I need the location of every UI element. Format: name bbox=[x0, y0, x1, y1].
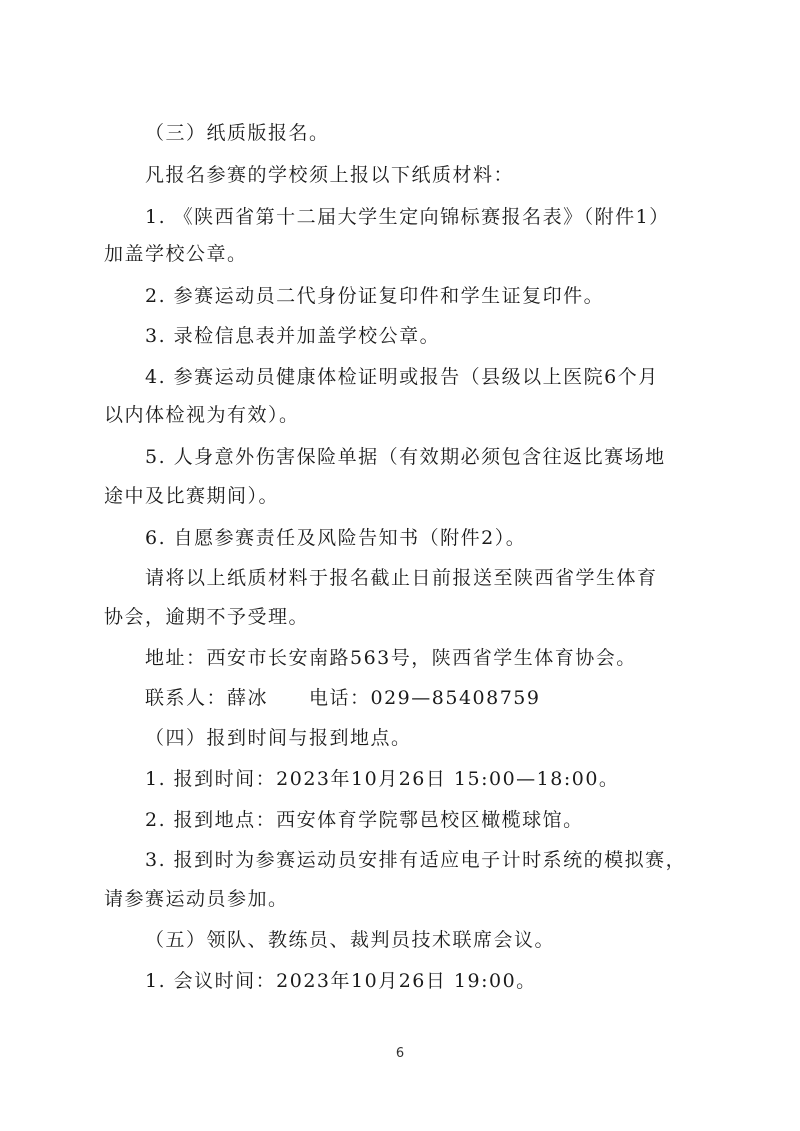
list-item-continuation: 途中及比赛期间）。 bbox=[104, 485, 280, 507]
paragraph-line: 凡报名参赛的学校须上报以下纸质材料： bbox=[145, 164, 515, 186]
list-item-line: 5. 人身意外伤害保险单据（有效期必须包含往返比赛场地 bbox=[145, 446, 666, 468]
paragraph-line: 请将以上纸质材料于报名截止日前报送至陕西省学生体育 bbox=[145, 567, 658, 589]
page-number: 6 bbox=[395, 1046, 405, 1061]
list-item-line: 6. 自愿参赛责任及风险告知书（附件2）。 bbox=[145, 527, 527, 549]
list-item-line: 2. 参赛运动员二代身份证复印件和学生证复印件。 bbox=[145, 285, 605, 307]
paragraph-continuation: 协会，逾期不予受理。 bbox=[104, 606, 310, 628]
list-item-continuation: 以内体检视为有效）。 bbox=[104, 404, 300, 426]
contact-line: 联系人：薛冰 电话：029—85408759 bbox=[145, 687, 541, 709]
section-heading-paper-registration: （三）纸质版报名。 bbox=[145, 122, 330, 144]
section-heading-meeting: （五）领队、教练员、裁判员技术联席会议。 bbox=[145, 929, 556, 951]
list-item-line: 3. 报到时为参赛运动员安排有适应电子计时系统的模拟赛， bbox=[145, 849, 687, 871]
address-line: 地址：西安市长安南路563号，陕西省学生体育协会。 bbox=[145, 647, 637, 669]
list-item-continuation: 加盖学校公章。 bbox=[104, 243, 248, 265]
list-item-continuation: 请参赛运动员参加。 bbox=[104, 888, 289, 910]
list-item-line: 1. 会议时间：2023年10月26日 19:00。 bbox=[145, 970, 537, 992]
list-item-line: 2. 报到地点：西安体育学院鄠邑校区橄榄球馆。 bbox=[145, 809, 584, 831]
list-item-line: 1. 《陕西省第十二届大学生定向锦标赛报名表》（附件1） bbox=[145, 206, 670, 228]
list-item-line: 4. 参赛运动员健康体检证明或报告（县级以上医院6个月 bbox=[145, 366, 659, 388]
section-heading-check-in: （四）报到时间与报到地点。 bbox=[145, 727, 412, 749]
list-item-line: 3. 录检信息表并加盖学校公章。 bbox=[145, 325, 441, 347]
list-item-line: 1. 报到时间：2023年10月26日 15:00—18:00。 bbox=[145, 768, 620, 790]
